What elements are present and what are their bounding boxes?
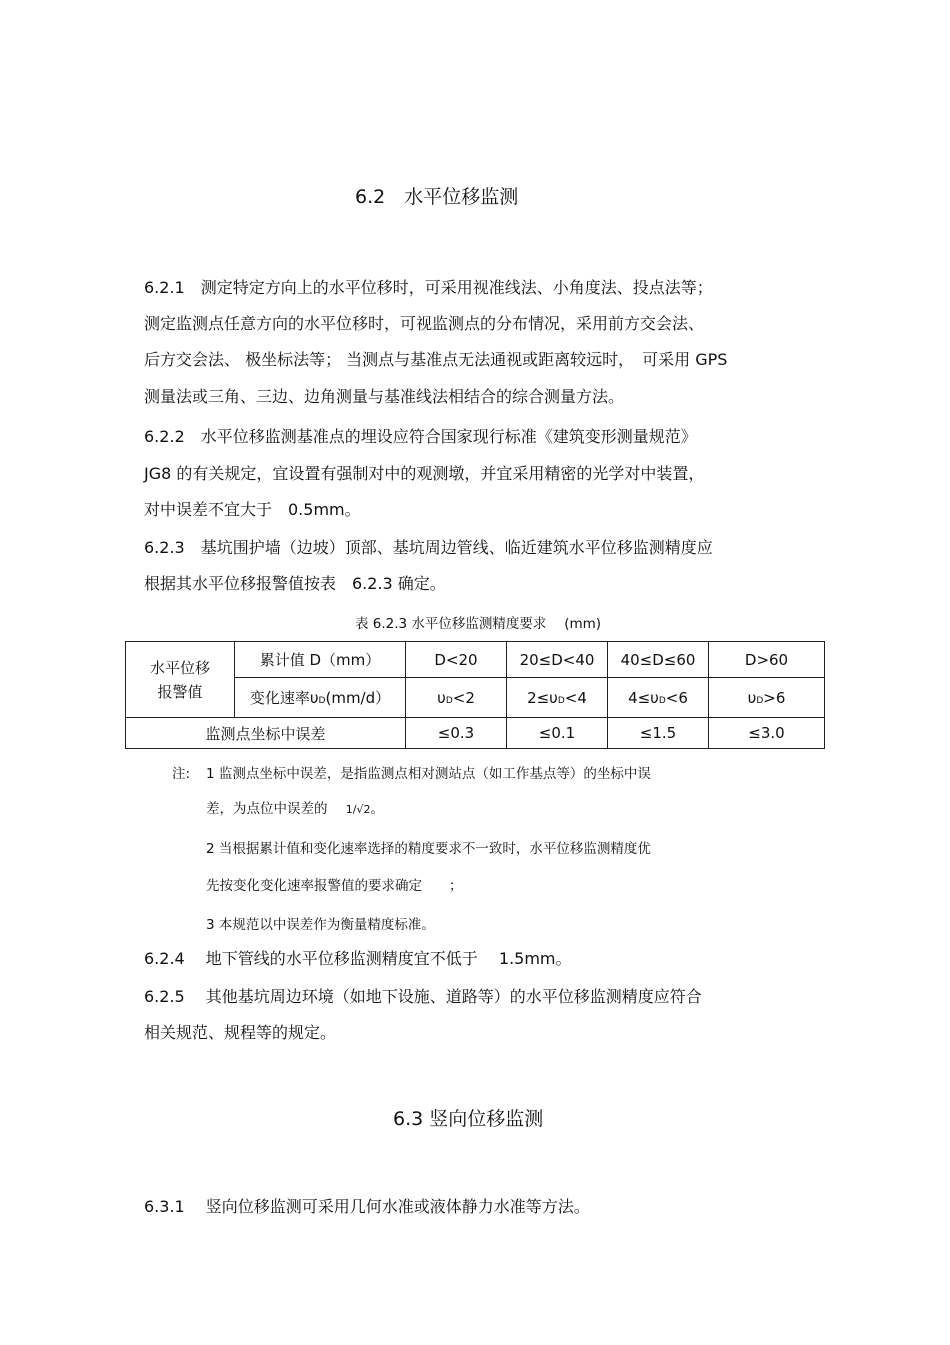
inverse-sqrt-two-formula: 1/√2 bbox=[345, 803, 371, 816]
table-cell bbox=[507, 678, 608, 718]
cell-text: 4≤υ bbox=[628, 688, 659, 707]
rate-label-sub: D bbox=[318, 696, 326, 706]
table-cell: ≤0.1 bbox=[507, 718, 608, 749]
paragraph-6-2-1-line-1: 6.2.1 测定特定方向上的水平位移时，可采用视准线法、小角度法、投点法等； bbox=[144, 278, 713, 297]
paragraph-6-2-5-line-2: 相关规范、规程等的规定。 bbox=[144, 1023, 337, 1042]
table-cell: ≤0.3 bbox=[406, 718, 507, 749]
table-cell bbox=[709, 678, 825, 718]
paragraph-6-2-2-line-2: JG8 的有关规定，宜设置有强制对中的观测墩，并宜采用精密的光学对中装置， bbox=[144, 464, 705, 483]
note-3: 3 本规范以中误差作为衡量精度标准。 bbox=[206, 917, 435, 933]
paragraph-6-2-2-line-3: 对中误差不宜大于 0.5mm。 bbox=[144, 500, 361, 519]
table-cell: 40≤D≤60 bbox=[608, 642, 709, 678]
note-1-line-2 bbox=[206, 797, 384, 817]
note-1-end: 。 bbox=[370, 801, 385, 817]
table-cell: ≤3.0 bbox=[709, 718, 825, 749]
section-heading-6-2: 6.2 水平位移监测 bbox=[355, 186, 519, 208]
section-heading-6-3: 6.3 竖向位移监测 bbox=[393, 1108, 544, 1130]
note-2-line-1: 2 当根据累计值和变化速率选择的精度要求不一致时，水平位移监测精度优 bbox=[206, 841, 651, 857]
paragraph-6-2-1-line-2: 测定监测点任意方向的水平位移时，可视监测点的分布情况，采用前方交会法、 bbox=[144, 314, 705, 333]
note-2-line-2: 先按变化变化速率报警值的要求确定 ； bbox=[206, 878, 463, 894]
note-1-line-1: 1 监测点坐标中误差，是指监测点相对测站点（如工作基点等）的坐标中误 bbox=[206, 766, 651, 782]
cell-subscript: D bbox=[756, 695, 764, 706]
precision-table bbox=[125, 641, 825, 749]
table-cell: D<20 bbox=[406, 642, 507, 678]
table-cell: ≤1.5 bbox=[608, 718, 709, 749]
table-row bbox=[126, 718, 825, 749]
paragraph-6-2-5-line-1: 6.2.5 其他基坑周边环境（如地下设施、道路等）的水平位移监测精度应符合 bbox=[144, 987, 702, 1006]
cell-text: <2 bbox=[452, 688, 475, 707]
table-caption: 表 6.2.3 水平位移监测精度要求 (mm) bbox=[355, 616, 602, 632]
notes-label: 注: bbox=[172, 766, 191, 782]
rate-label-unit: (mm/d） bbox=[325, 689, 391, 707]
cell-text: >6 bbox=[763, 688, 786, 707]
table-cell bbox=[406, 678, 507, 718]
table-cell: D>60 bbox=[709, 642, 825, 678]
row-label-coordinate-error: 监测点坐标中误差 bbox=[126, 718, 406, 749]
cell-subscript: D bbox=[557, 695, 565, 706]
row-header-alarm-value: 水平位移 报警值 bbox=[126, 642, 235, 718]
paragraph-6-2-2-line-1: 6.2.2 水平位移监测基准点的埋设应符合国家现行标准《建筑变形测量规范》 bbox=[144, 427, 697, 446]
note-1-text: 差，为点位中误差的 bbox=[206, 801, 328, 817]
paragraph-6-2-1-line-4: 测量法或三角、三边、边角测量与基准线法相结合的综合测量方法。 bbox=[144, 387, 625, 406]
row-label-change-rate bbox=[235, 678, 406, 718]
cell-text: υ bbox=[437, 688, 446, 707]
rate-label-main: 变化速率υ bbox=[249, 689, 319, 707]
table-cell bbox=[608, 678, 709, 718]
cell-text: <6 bbox=[665, 688, 688, 707]
cell-text: 2≤υ bbox=[527, 688, 558, 707]
table-cell: 20≤D<40 bbox=[507, 642, 608, 678]
paragraph-6-2-1-line-3: 后方交会法、 极坐标法等； 当测点与基准点无法通视或距离较远时， 可采用 GPS bbox=[144, 350, 728, 369]
cell-subscript: D bbox=[658, 695, 666, 706]
table-row bbox=[126, 642, 825, 678]
cell-subscript: D bbox=[445, 695, 453, 706]
row-label-cumulative: 累计值 D（mm） bbox=[235, 642, 406, 678]
paragraph-6-2-3-line-2: 根据其水平位移报警值按表 6.2.3 确定。 bbox=[144, 574, 446, 593]
paragraph-6-2-3-line-1: 6.2.3 基坑围护墙（边坡）顶部、基坑周边管线、临近建筑水平位移监测精度应 bbox=[144, 538, 713, 557]
paragraph-6-2-4: 6.2.4 地下管线的水平位移监测精度宜不低于 1.5mm。 bbox=[144, 949, 572, 968]
cell-text: υ bbox=[747, 688, 757, 707]
cell-text: <4 bbox=[564, 688, 587, 707]
paragraph-6-3-1: 6.3.1 竖向位移监测可采用几何水准或液体静力水准等方法。 bbox=[144, 1197, 590, 1216]
